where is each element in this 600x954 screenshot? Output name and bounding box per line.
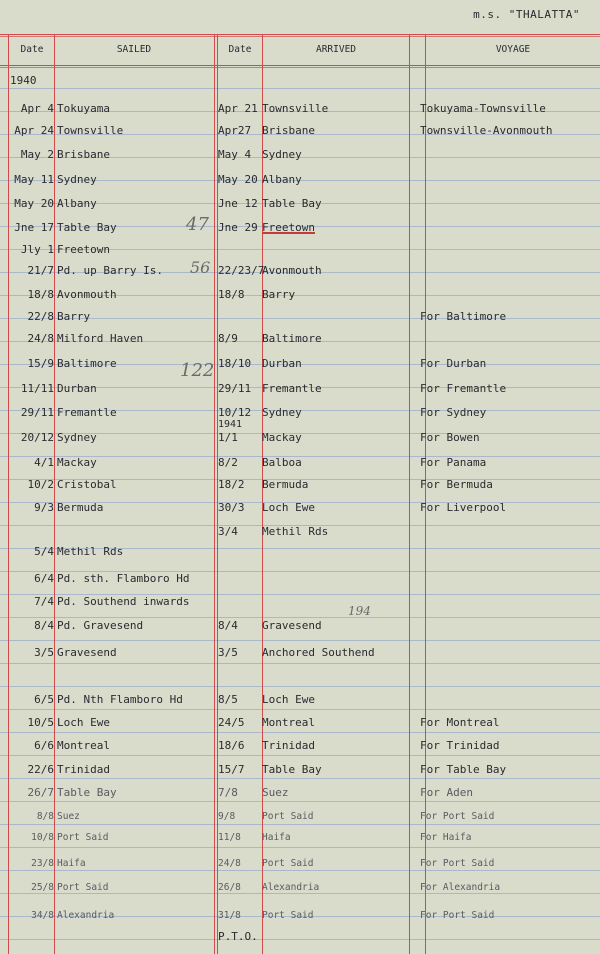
arrived-date: Apr 21 (218, 102, 258, 115)
arrived-port: Fremantle (262, 382, 322, 395)
sailed-date: 8/8 (36, 811, 54, 822)
sailed-date: Jne 17 (14, 221, 54, 234)
sailed-date: 11/11 (20, 382, 54, 395)
arrived-port: Balboa (262, 456, 302, 469)
sailed-port: Pd. Southend inwards (57, 595, 190, 608)
sailed-date: 9/3 (34, 501, 54, 514)
arrived-date: 8/9 (218, 332, 238, 345)
sailed-port: Sydney (57, 431, 97, 444)
sailed-port: Baltimore (57, 357, 117, 370)
sailed-date: 8/4 (34, 619, 54, 632)
sailed-date: 6/5 (34, 693, 54, 706)
sailed-port: Brisbane (57, 148, 110, 161)
sailed-date: 10/8 (31, 832, 54, 843)
arrived-date: 26/8 (218, 882, 241, 893)
sailed-port: Gravesend (57, 646, 117, 659)
voyage: For Haifa (420, 832, 472, 843)
header-rule (0, 65, 600, 66)
arrived-date: 8/2 (218, 456, 238, 469)
arrived-date: 11/8 (218, 832, 241, 843)
sailed-date: 29/11 (20, 406, 54, 419)
arrived-port: Trinidad (262, 739, 315, 752)
sailed-date: 10/5 (27, 716, 54, 729)
voyage: For Trinidad (420, 739, 500, 752)
pto-note: P.T.O. (218, 930, 258, 943)
col-rule-4 (409, 34, 410, 954)
arrived-port: Sydney (262, 406, 302, 419)
arrived-date: May 20 (218, 173, 258, 186)
sailed-port: Alexandria (57, 910, 115, 921)
sailed-port: Cristobal (57, 478, 117, 491)
sailed-port: Port Said (57, 832, 109, 843)
arrived-port: Methil Rds (262, 525, 329, 538)
arrived-port: Table Bay (262, 197, 322, 210)
header-arrived: ARRIVED (315, 44, 357, 55)
sailed-date: Apr 4 (20, 102, 54, 115)
sailed-date: 24/8 (27, 332, 54, 345)
arrived-date: 9/8 (218, 811, 236, 822)
sailed-date: 26/7 (27, 786, 54, 799)
sailed-port: Pd. Nth Flamboro Hd (57, 693, 183, 706)
arrived-port: Mackay (262, 431, 302, 444)
arrived-date: May 4 (218, 148, 252, 161)
arrived-port: Freetown (262, 221, 315, 234)
sailed-date: 23/8 (31, 858, 54, 869)
sailed-date: 4/1 (34, 456, 54, 469)
voyage: For Port Said (420, 858, 495, 869)
sailed-port: Avonmouth (57, 288, 117, 301)
arrived-port: Port Said (262, 910, 314, 921)
arrived-port: Durban (262, 357, 302, 370)
arrived-date: 1/1 (218, 431, 238, 444)
sailed-port: Sydney (57, 173, 97, 186)
sailed-port: Milford Haven (57, 332, 144, 345)
arrived-date: 15/7 (218, 763, 245, 776)
sailed-date: 7/4 (34, 595, 54, 608)
sailed-port: Montreal (57, 739, 110, 752)
sailed-date: May 2 (20, 148, 54, 161)
sailed-date: 6/6 (34, 739, 54, 752)
arrived-port: Loch Ewe (262, 693, 315, 706)
sailed-date: 3/5 (34, 646, 54, 659)
arrived-port: Anchored Southend (262, 646, 375, 659)
arrived-date: 18/8 (218, 288, 245, 301)
voyage: For Bowen (420, 431, 480, 444)
pencil-note-194: 194 (348, 604, 371, 618)
arrived-date: 31/8 (218, 910, 241, 921)
pencil-note-122: 122 (180, 360, 215, 381)
sailed-port: Albany (57, 197, 97, 210)
sailed-port: Durban (57, 382, 97, 395)
arrived-port: Barry (262, 288, 296, 301)
arrived-port: Loch Ewe (262, 501, 315, 514)
top-rule (0, 34, 600, 35)
arrived-port: Baltimore (262, 332, 322, 345)
arrived-port: Albany (262, 173, 302, 186)
sailed-port: Mackay (57, 456, 97, 469)
voyage: For Port Said (420, 811, 495, 822)
sailed-date: Jly 1 (20, 243, 54, 256)
sailed-port: Bermuda (57, 501, 104, 514)
voyage: For Fremantle (420, 382, 507, 395)
pencil-note-47: 47 (186, 214, 209, 235)
sailed-port: Table Bay (57, 786, 117, 799)
sailed-port: Port Said (57, 882, 109, 893)
sailed-date: Apr 24 (14, 124, 54, 137)
arrived-date: 8/4 (218, 619, 238, 632)
col-rule-2 (214, 34, 215, 954)
arrived-date: 24/8 (218, 858, 241, 869)
sailed-port: Trinidad (57, 763, 110, 776)
arrived-port: Port Said (262, 858, 314, 869)
sailed-port: Tokuyama (57, 102, 110, 115)
voyage: For Durban (420, 357, 487, 370)
arrived-date: 18/6 (218, 739, 245, 752)
pencil-note-56: 56 (190, 258, 211, 277)
voyage: For Baltimore (420, 310, 507, 323)
sailed-date: 22/8 (27, 310, 54, 323)
voyage: For Liverpool (420, 501, 507, 514)
arrived-date: 3/5 (218, 646, 238, 659)
arrived-port: Haifa (262, 832, 291, 843)
arrived-date: Jne 29 (218, 221, 258, 234)
header-sailed: SAILED (116, 44, 152, 55)
sailed-date: 6/4 (34, 572, 54, 585)
sailed-port: Barry (57, 310, 91, 323)
sailed-port: Pd. up Barry Is. (57, 264, 163, 277)
sailed-date: 15/9 (27, 357, 54, 370)
col-rule-1 (54, 34, 55, 954)
voyage: For Table Bay (420, 763, 507, 776)
voyage: For Aden (420, 786, 473, 799)
voyage: For Panama (420, 456, 487, 469)
arrived-date: 22/23/7 (218, 264, 265, 277)
voyage: For Sydney (420, 406, 487, 419)
sailed-date: 20/12 (20, 431, 54, 444)
voyage: Townsville-Avonmouth (420, 124, 553, 137)
sailed-port: Townsville (57, 124, 124, 137)
year-1941: 1941 (218, 419, 243, 430)
arrived-date: 18/10 (218, 357, 252, 370)
arrived-port: Townsville (262, 102, 329, 115)
sailed-date: 22/6 (27, 763, 54, 776)
arrived-date: 3/4 (218, 525, 238, 538)
sailed-port: Pd. sth. Flamboro Hd (57, 572, 190, 585)
arrived-date: Apr27 (218, 124, 252, 137)
header-date-sailed: Date (20, 44, 44, 55)
sailed-port: Loch Ewe (57, 716, 110, 729)
arrived-date: 29/11 (218, 382, 252, 395)
arrived-date: 8/5 (218, 693, 238, 706)
voyage: For Port Said (420, 910, 495, 921)
sailed-port: Pd. Gravesend (57, 619, 144, 632)
arrived-port: Sydney (262, 148, 302, 161)
sailed-date: 18/8 (27, 288, 54, 301)
header-rule-2 (0, 67, 600, 68)
arrived-port: Gravesend (262, 619, 322, 632)
arrived-port: Table Bay (262, 763, 322, 776)
sailed-port: Freetown (57, 243, 110, 256)
sailed-port: Haifa (57, 858, 86, 869)
sailed-date: 10/2 (27, 478, 54, 491)
arrived-port: Port Said (262, 811, 314, 822)
sailed-date: 25/8 (31, 882, 54, 893)
ship-title: m.s. "THALATTA" (473, 8, 580, 21)
sailed-date: 21/7 (27, 264, 54, 277)
year-1940: 1940 (10, 74, 37, 87)
arrived-port: Montreal (262, 716, 315, 729)
arrived-port: Avonmouth (262, 264, 322, 277)
top-rule-2 (0, 36, 600, 37)
arrived-date: Jne 12 (218, 197, 258, 210)
sailed-port: Suez (57, 811, 80, 822)
sailed-date: 34/8 (31, 910, 54, 921)
voyage: Tokuyama-Townsville (420, 102, 546, 115)
arrived-port: Brisbane (262, 124, 315, 137)
voyage: For Montreal (420, 716, 500, 729)
arrived-date: 30/3 (218, 501, 245, 514)
sailed-port: Table Bay (57, 221, 117, 234)
sailed-port: Fremantle (57, 406, 117, 419)
sailed-date: May 11 (14, 173, 54, 186)
header-date-arrived: Date (228, 44, 252, 55)
sailed-port: Methil Rds (57, 545, 124, 558)
sailed-date: 5/4 (34, 545, 54, 558)
arrived-port: Alexandria (262, 882, 320, 893)
arrived-date: 24/5 (218, 716, 245, 729)
header-voyage: VOYAGE (495, 44, 531, 55)
arrived-date: 10/12 (218, 406, 252, 419)
voyage: For Bermuda (420, 478, 493, 491)
voyage: For Alexandria (420, 882, 501, 893)
arrived-port: Suez (262, 786, 289, 799)
arrived-port: Bermuda (262, 478, 309, 491)
arrived-date: 7/8 (218, 786, 238, 799)
sailed-date: May 20 (14, 197, 54, 210)
arrived-date: 18/2 (218, 478, 245, 491)
